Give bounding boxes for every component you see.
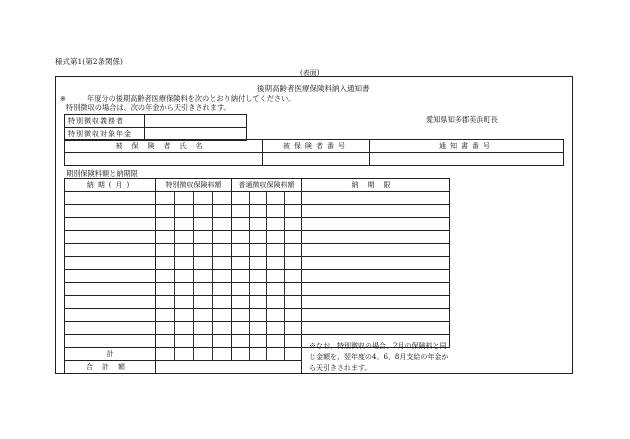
due-date-cell[interactable] bbox=[302, 296, 450, 309]
subtotal-special[interactable] bbox=[156, 348, 232, 361]
period-header: 納期(月) bbox=[65, 179, 156, 192]
special-amount-cell[interactable] bbox=[156, 218, 232, 231]
due-date-cell[interactable] bbox=[302, 309, 450, 322]
ordinary-amount-cell[interactable] bbox=[232, 309, 302, 322]
period-cell[interactable] bbox=[65, 257, 156, 270]
schedule-row bbox=[65, 257, 450, 270]
intro-mark: ※ bbox=[60, 94, 67, 103]
ordinary-amount-cell[interactable] bbox=[232, 296, 302, 309]
period-cell[interactable] bbox=[65, 309, 156, 322]
due-date-cell[interactable] bbox=[302, 205, 450, 218]
due-date-cell[interactable] bbox=[302, 231, 450, 244]
special-amount-cell[interactable] bbox=[156, 283, 232, 296]
period-cell[interactable] bbox=[65, 296, 156, 309]
schedule-row bbox=[65, 205, 450, 218]
special-amount-cell[interactable] bbox=[156, 270, 232, 283]
special-amount-cell[interactable] bbox=[156, 257, 232, 270]
special-header: 特別徴収保険料額 bbox=[156, 179, 232, 192]
obligor-value[interactable] bbox=[145, 115, 247, 128]
form-title: 後期高齢者医療保険料納入通知書 bbox=[257, 84, 370, 93]
insured-name-label: 被保険者氏名 bbox=[65, 140, 263, 153]
period-cell[interactable] bbox=[65, 322, 156, 335]
ordinary-amount-cell[interactable] bbox=[232, 192, 302, 205]
insured-number-value[interactable] bbox=[263, 153, 370, 166]
special-amount-cell[interactable] bbox=[156, 335, 232, 348]
total-amount[interactable] bbox=[156, 361, 302, 374]
schedule-row bbox=[65, 322, 450, 335]
ordinary-amount-cell[interactable] bbox=[232, 335, 302, 348]
special-amount-cell[interactable] bbox=[156, 244, 232, 257]
side-label: (表面) bbox=[300, 69, 320, 77]
pension-label: 特別徴収対象年金 bbox=[65, 128, 145, 141]
subtotal-ordinary[interactable] bbox=[232, 348, 302, 361]
header-label-row bbox=[65, 140, 564, 153]
form-number: 様式第1(第2条関係) bbox=[55, 57, 123, 66]
period-cell[interactable] bbox=[65, 205, 156, 218]
schedule-row bbox=[65, 231, 450, 244]
due-date-cell[interactable] bbox=[302, 270, 450, 283]
schedule-label: 期別保険料額と納期限 bbox=[66, 169, 138, 178]
special-amount-cell[interactable] bbox=[156, 322, 232, 335]
special-amount-cell[interactable] bbox=[156, 231, 232, 244]
insured-number-label: 被保険者番号 bbox=[263, 140, 370, 153]
ordinary-amount-cell[interactable] bbox=[232, 244, 302, 257]
notice-number-value[interactable] bbox=[370, 153, 564, 166]
footnote: ※なお、特別徴収の場合、2月の保険料と同じ金額を、翌年度の4、6、8月支給の年金から天引きされます。 bbox=[309, 342, 449, 372]
ordinary-amount-cell[interactable] bbox=[232, 231, 302, 244]
ordinary-amount-cell[interactable] bbox=[232, 257, 302, 270]
period-cell[interactable] bbox=[65, 283, 156, 296]
header-table bbox=[64, 139, 564, 166]
total-label: 合計額 bbox=[65, 361, 156, 374]
intro-text: 年度分の後期高齢者医療保険料を次のとおり納付してください。 bbox=[87, 94, 296, 103]
issuer: 愛知県知多郡美浜町長 bbox=[426, 115, 498, 124]
special-amount-cell[interactable] bbox=[156, 296, 232, 309]
period-cell[interactable] bbox=[65, 192, 156, 205]
ordinary-amount-cell[interactable] bbox=[232, 218, 302, 231]
period-cell[interactable] bbox=[65, 244, 156, 257]
due-date-cell[interactable] bbox=[302, 257, 450, 270]
obligor-row bbox=[65, 115, 247, 128]
special-amount-cell[interactable] bbox=[156, 309, 232, 322]
period-cell[interactable] bbox=[65, 231, 156, 244]
special-amount-cell[interactable] bbox=[156, 205, 232, 218]
special-note: 特別徴収の場合は、次の年金から天引きされます。 bbox=[66, 103, 231, 112]
ordinary-amount-cell[interactable] bbox=[232, 283, 302, 296]
ordinary-amount-cell[interactable] bbox=[232, 205, 302, 218]
period-cell[interactable] bbox=[65, 270, 156, 283]
period-cell[interactable] bbox=[65, 335, 156, 348]
obligor-table bbox=[64, 114, 247, 141]
schedule-row bbox=[65, 244, 450, 257]
schedule-row bbox=[65, 218, 450, 231]
schedule-header-row bbox=[65, 179, 450, 192]
period-cell[interactable] bbox=[65, 218, 156, 231]
due-date-cell[interactable] bbox=[302, 192, 450, 205]
due-date-cell[interactable] bbox=[302, 283, 450, 296]
schedule-row bbox=[65, 309, 450, 322]
due-date-cell[interactable] bbox=[302, 244, 450, 257]
subtotal-label: 計 bbox=[65, 348, 156, 361]
notice-number-label: 通知書番号 bbox=[370, 140, 564, 153]
schedule-row bbox=[65, 270, 450, 283]
schedule-row bbox=[65, 283, 450, 296]
ordinary-amount-cell[interactable] bbox=[232, 322, 302, 335]
due-header: 納期限 bbox=[302, 179, 450, 192]
special-amount-cell[interactable] bbox=[156, 192, 232, 205]
header-value-row bbox=[65, 153, 564, 166]
due-date-cell[interactable] bbox=[302, 322, 450, 335]
schedule-row bbox=[65, 296, 450, 309]
schedule-row bbox=[65, 192, 450, 205]
obligor-label: 特別徴収義務者 bbox=[65, 115, 145, 128]
ordinary-header: 普通徴収保険料額 bbox=[232, 179, 302, 192]
due-date-cell[interactable] bbox=[302, 218, 450, 231]
insured-name-value[interactable] bbox=[65, 153, 263, 166]
ordinary-amount-cell[interactable] bbox=[232, 270, 302, 283]
